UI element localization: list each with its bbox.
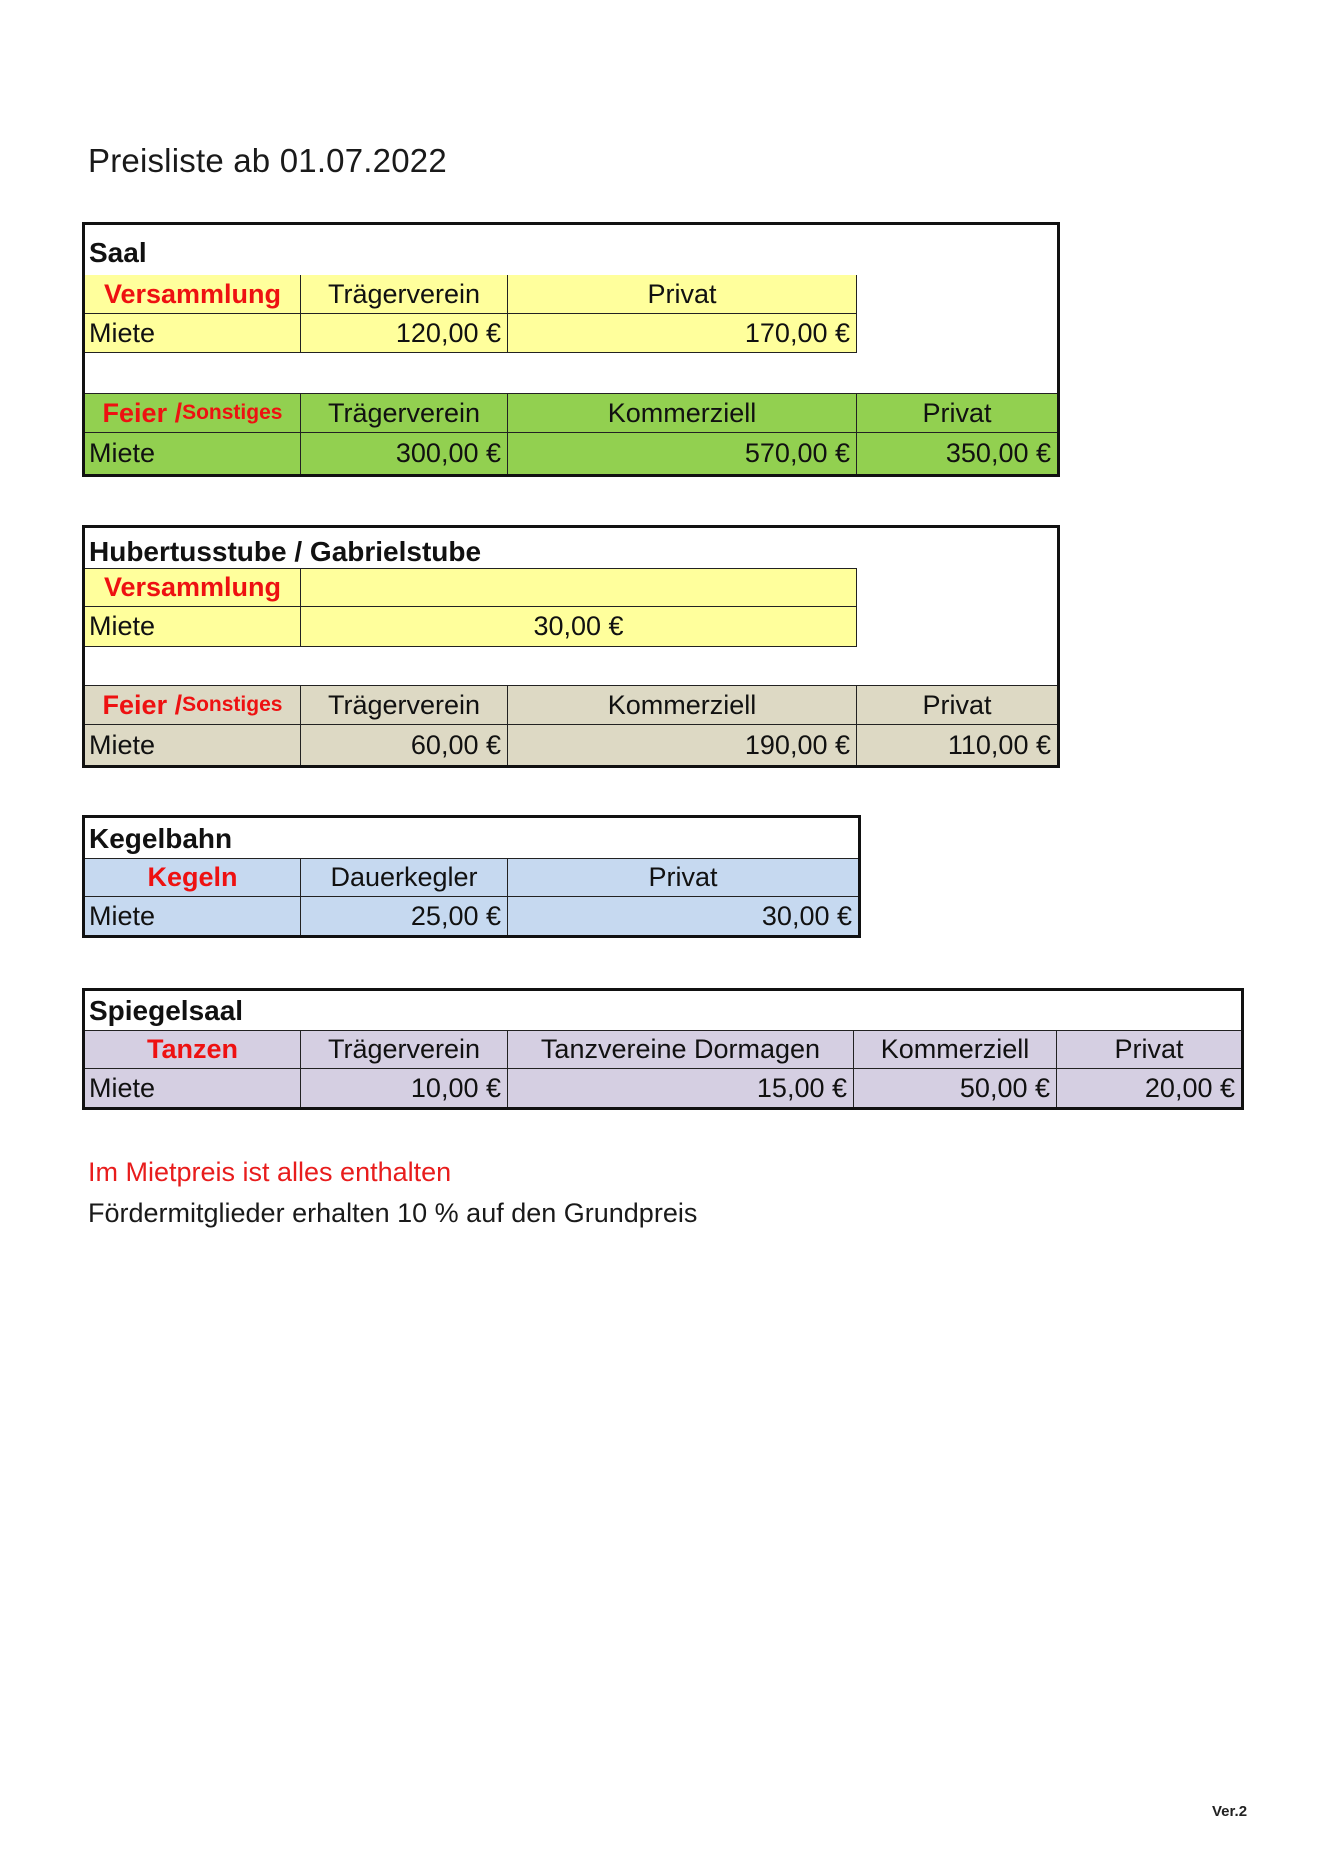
price-versammlung: 30,00 € (301, 607, 857, 647)
header-privat: Privat (857, 686, 1057, 725)
feier-label-small: Sonstiges (182, 401, 283, 424)
header-privat: Privat (857, 394, 1057, 433)
row-label-miete: Miete (85, 725, 301, 765)
row-label-miete: Miete (85, 897, 301, 935)
stube-versammlung-header-row (85, 568, 857, 607)
row-label-miete: Miete (85, 1069, 301, 1107)
saal-feier-miete-row (85, 433, 1057, 474)
stube-title: Hubertusstube / Gabrielstube (89, 536, 482, 567)
price-kommerziell: 50,00 € (854, 1069, 1057, 1107)
version-label: Ver.2 (1212, 1803, 1248, 1820)
header-traegerverein: Trägerverein (301, 686, 508, 725)
tanzen-label: Tanzen (85, 1031, 301, 1069)
spiegelsaal-table (82, 988, 1244, 1110)
saal-table (82, 222, 1060, 477)
kegeln-label: Kegeln (85, 859, 301, 897)
price-tanzvereine-dormagen: 15,00 € (508, 1069, 854, 1107)
feier-label-main: Feier / (102, 397, 183, 428)
row-label-miete: Miete (85, 607, 301, 647)
stube-versammlung-miete-row (85, 607, 857, 647)
kegelbahn-title: Kegelbahn (89, 823, 233, 854)
versammlung-label: Versammlung (85, 275, 301, 314)
price-privat: 170,00 € (508, 314, 857, 353)
header-tanzvereine-dormagen: Tanzvereine Dormagen (508, 1031, 854, 1069)
price-kommerziell: 570,00 € (508, 433, 857, 474)
spiegelsaal-miete-row (85, 1069, 1241, 1107)
stube-feier-header-row (85, 685, 1057, 725)
header-traegerverein: Trägerverein (301, 394, 508, 433)
row-label-miete: Miete (85, 433, 301, 474)
spiegelsaal-title: Spiegelsaal (89, 995, 244, 1026)
price-traegerverein: 120,00 € (301, 314, 508, 353)
price-traegerverein: 300,00 € (301, 433, 508, 474)
saal-versammlung-miete-row (85, 314, 857, 353)
header-traegerverein: Trägerverein (301, 275, 508, 314)
page-title: Preisliste ab 01.07.2022 (88, 142, 447, 179)
price-traegerverein: 10,00 € (301, 1069, 508, 1107)
feier-label-main: Feier / (102, 689, 183, 720)
feier-label-small: Sonstiges (182, 693, 283, 716)
stube-table (82, 525, 1060, 768)
saal-feier-header-row (85, 393, 1057, 433)
header-privat: Privat (508, 859, 858, 897)
kegelbahn-table (82, 815, 861, 938)
header-kommerziell: Kommerziell (508, 394, 857, 433)
price-traegerverein: 60,00 € (301, 725, 508, 765)
price-privat: 30,00 € (508, 897, 858, 935)
price-dauerkegler: 25,00 € (301, 897, 508, 935)
price-kommerziell: 190,00 € (508, 725, 857, 765)
header-privat: Privat (508, 275, 857, 314)
header-privat: Privat (1057, 1031, 1241, 1069)
saal-title: Saal (89, 237, 147, 268)
feier-label (85, 394, 301, 433)
stube-feier-miete-row (85, 725, 1057, 765)
note-discount: Fördermitglieder erhalten 10 % auf den Grundpreis (88, 1198, 698, 1228)
price-privat: 110,00 € (857, 725, 1057, 765)
kegelbahn-miete-row (85, 897, 858, 935)
spiegelsaal-header-row (85, 1030, 1241, 1069)
versammlung-label: Versammlung (85, 569, 301, 607)
saal-versammlung-header-row (85, 275, 857, 314)
price-privat: 20,00 € (1057, 1069, 1241, 1107)
row-label-miete: Miete (85, 314, 301, 353)
header-kommerziell: Kommerziell (508, 686, 857, 725)
price-privat: 350,00 € (857, 433, 1057, 474)
kegelbahn-header-row (85, 858, 858, 897)
header-dauerkegler: Dauerkegler (301, 859, 508, 897)
feier-label (85, 686, 301, 725)
header-kommerziell: Kommerziell (854, 1031, 1057, 1069)
versammlung-empty-cell (301, 569, 857, 607)
header-traegerverein: Trägerverein (301, 1031, 508, 1069)
note-included: Im Mietpreis ist alles enthalten (88, 1157, 452, 1187)
